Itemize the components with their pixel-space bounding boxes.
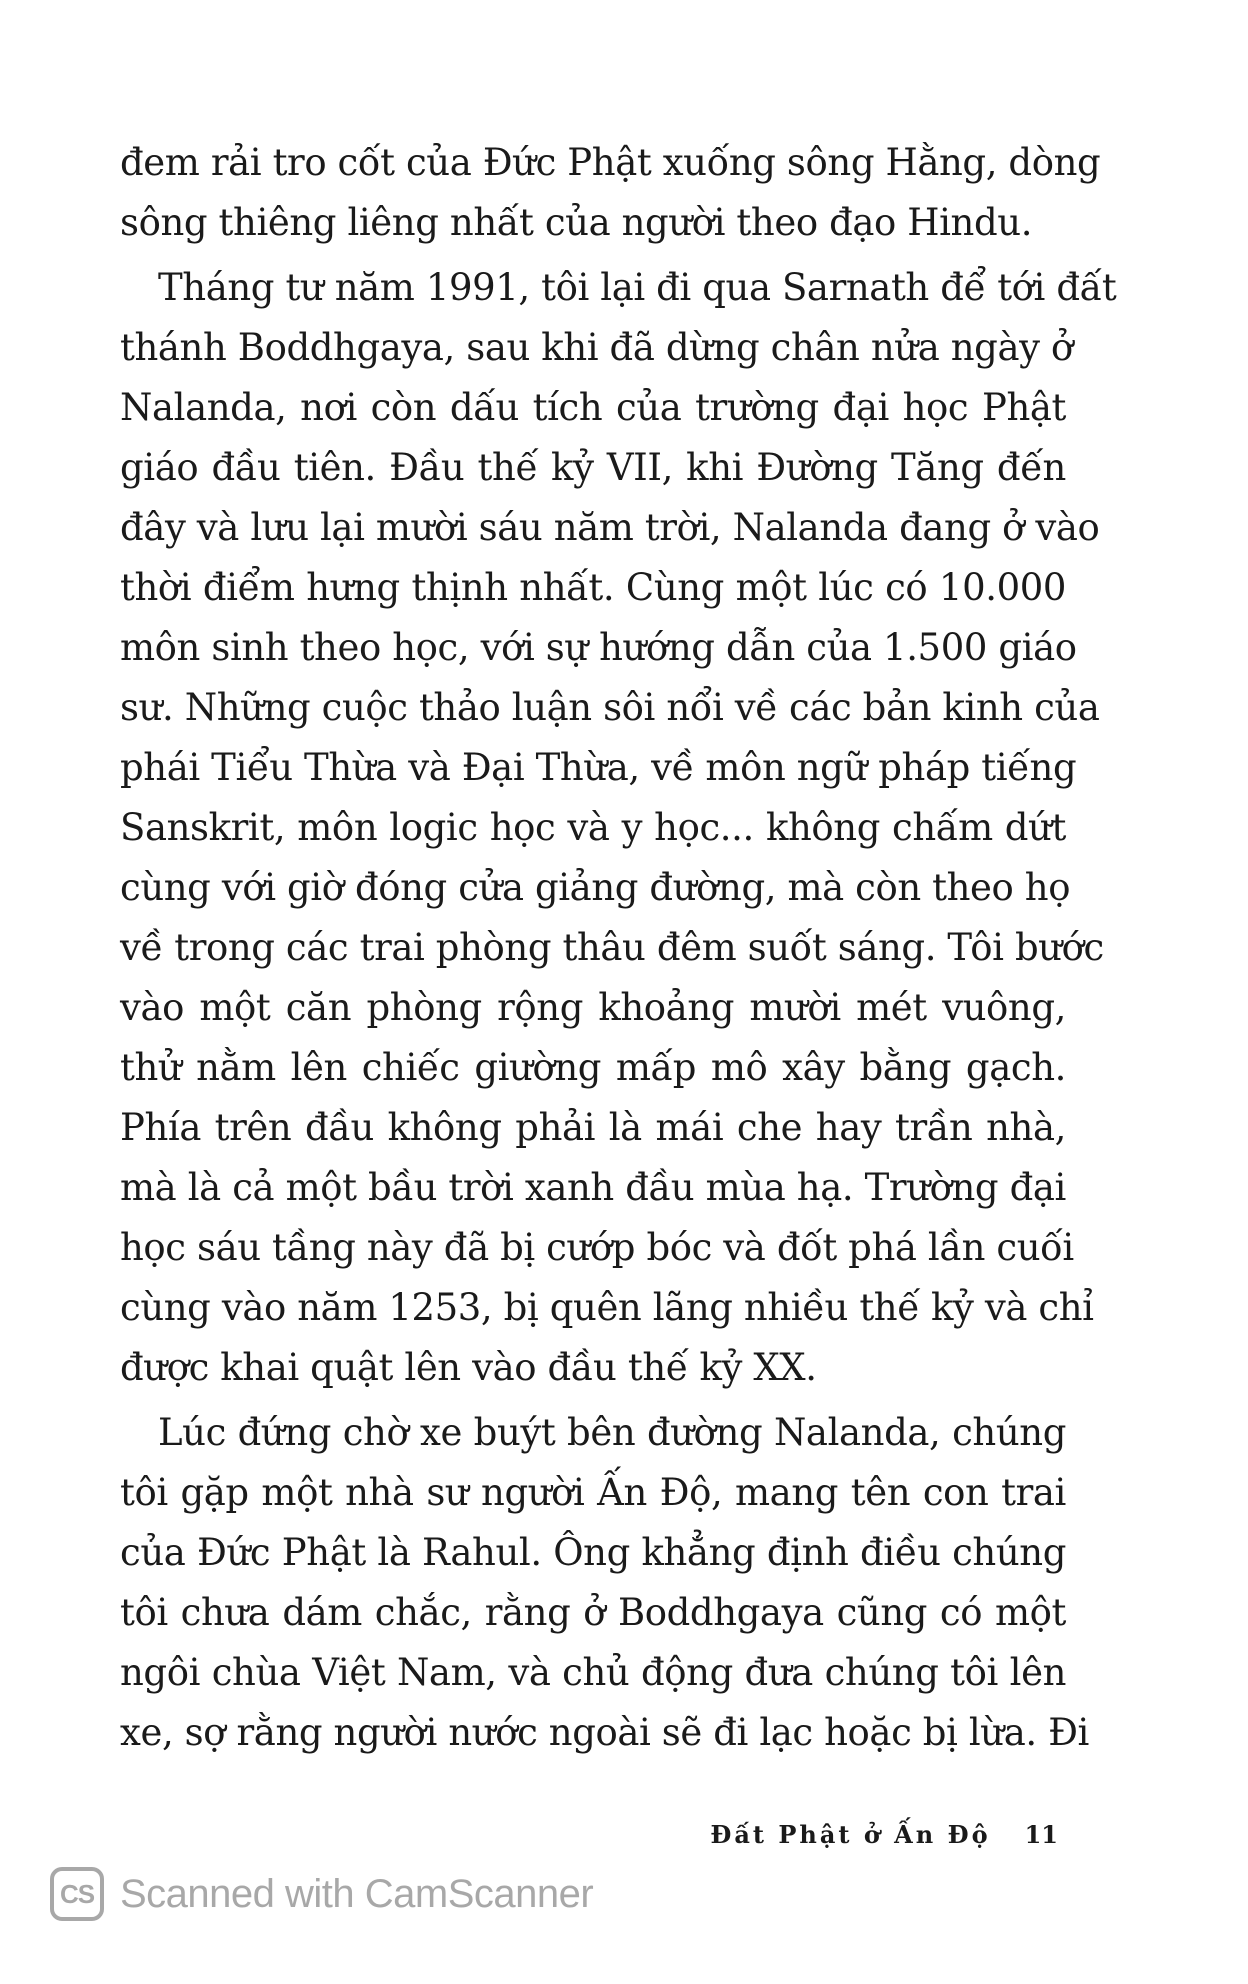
text-line: đây và lưu lại mười sáu năm trời, Nalanda đang ở vào — [120, 506, 1100, 549]
text-line: Tháng tư năm 1991, tôi lại đi qua Sarnath để tới đất — [158, 266, 1117, 309]
text-line: tôi chưa dám chắc, rằng ở Boddhgaya cũng có một — [120, 1591, 1066, 1634]
text-line: đem rải tro cốt của Đức Phật xuống sông Hằng, dòng — [120, 141, 1101, 184]
text-line: xe, sợ rằng người nước ngoài sẽ đi lạc hoặc bị lừa. Đi — [120, 1711, 1089, 1754]
text-line: cùng vào năm 1253, bị quên lãng nhiều thế kỷ và chỉ — [120, 1286, 1094, 1329]
text-line: tôi gặp một nhà sư người Ấn Độ, mang tên con trai — [120, 1471, 1066, 1514]
text-line: Sanskrit, môn logic học và y học... không chấm dứt — [120, 806, 1066, 849]
page-number: 11 — [1024, 1820, 1058, 1849]
text-line: môn sinh theo học, với sự hướng dẫn của 1.500 giáo — [120, 626, 1077, 669]
camscanner-watermark — [50, 1864, 593, 1924]
running-title: Đất Phật ở Ấn Độ — [710, 1820, 991, 1849]
text-line: vào một căn phòng rộng khoảng mười mét vuông, — [120, 986, 1066, 1029]
text-line: sư. Những cuộc thảo luận sôi nổi về các bản kinh của — [120, 686, 1100, 729]
text-line: giáo đầu tiên. Đầu thế kỷ VII, khi Đường Tăng đến — [120, 446, 1066, 489]
text-line: Phía trên đầu không phải là mái che hay trần nhà, — [120, 1106, 1066, 1149]
text-line: Lúc đứng chờ xe buýt bên đường Nalanda, chúng — [158, 1411, 1066, 1454]
text-line: của Đức Phật là Rahul. Ông khẳng định điều chúng — [120, 1531, 1066, 1574]
text-line: về trong các trai phòng thâu đêm suốt sáng. Tôi bước — [120, 926, 1104, 969]
page-footer — [710, 1820, 1058, 1849]
text-line: sông thiêng liêng nhất của người theo đạo Hindu. — [120, 201, 1033, 244]
text-line: Nalanda, nơi còn dấu tích của trường đại học Phật — [120, 386, 1066, 429]
body-text — [120, 133, 1117, 1763]
text-line: phái Tiểu Thừa và Đại Thừa, về môn ngữ pháp tiếng — [120, 746, 1077, 789]
text-line: mà là cả một bầu trời xanh đầu mùa hạ. Trường đại — [120, 1166, 1066, 1209]
text-line: thánh Boddhgaya, sau khi đã dừng chân nửa ngày ở — [120, 326, 1073, 369]
text-line: thời điểm hưng thịnh nhất. Cùng một lúc có 10.000 — [120, 566, 1066, 609]
text-line: được khai quật lên vào đầu thế kỷ XX. — [120, 1346, 817, 1389]
text-line: thử nằm lên chiếc giường mấp mô xây bằng gạch. — [120, 1046, 1066, 1089]
text-line: học sáu tầng này đã bị cướp bóc và đốt phá lần cuối — [120, 1226, 1074, 1269]
text-line: ngôi chùa Việt Nam, và chủ động đưa chúng tôi lên — [120, 1651, 1066, 1694]
text-line: cùng với giờ đóng cửa giảng đường, mà còn theo họ — [120, 866, 1071, 909]
camscanner-logo-icon: CS — [50, 1867, 104, 1921]
watermark-text: Scanned with CamScanner — [120, 1871, 594, 1916]
